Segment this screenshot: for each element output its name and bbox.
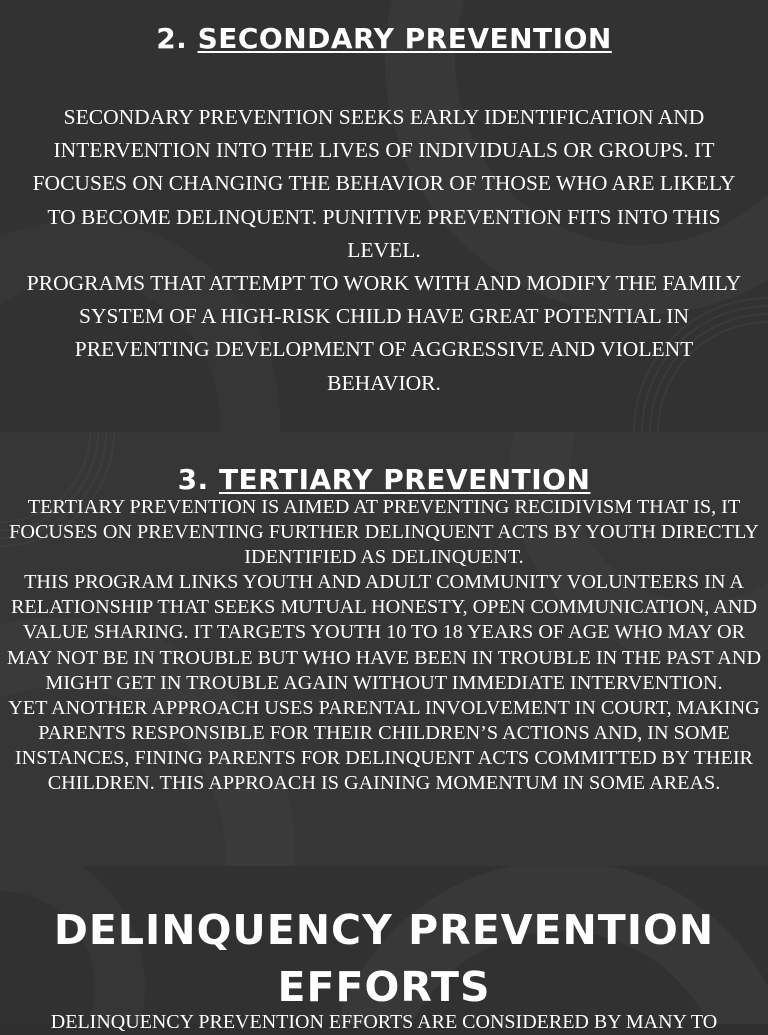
secondary-prevention-section bbox=[0, 0, 768, 432]
secondary-number: 2. bbox=[156, 22, 188, 55]
tertiary-paragraph-3: YET ANOTHER APPROACH USES PARENTAL INVOLVEMENT IN COURT, MAKING PARENTS RESPONSIBLE FOR THEIR CHILDREN’S ACTIONS AND, IN SOME INSTANCES, FINING PARENTS FOR DELINQUENT ACTS COMMITTED BY THEIR CHILDREN. THIS APPROACH IS GAINING MOMENTUM IN SOME AREAS. bbox=[8, 696, 760, 795]
tertiary-body bbox=[6, 495, 762, 796]
efforts-heading: DELINQUENCY PREVENTION EFFORTS bbox=[53, 906, 715, 1011]
tertiary-title: TERTIARY PREVENTION bbox=[218, 463, 591, 496]
tertiary-paragraph-2: THIS PROGRAM LINKS YOUTH AND ADULT COMMUNITY VOLUNTEERS IN A RELATIONSHIP THAT SEEKS MUTUAL HONESTY, OPEN COMMUNICATION, AND VALUE SHARING. IT TARGETS YOUTH 10 TO 18 YEARS OF AGE WHO MAY OR MAY NOT BE IN TROUBLE BUT WHO HAVE BEEN IN TROUBLE IN THE PAST AND MIGHT GET IN TROUBLE AGAIN WITHOUT IMMEDIATE INTERVENTION. bbox=[6, 571, 762, 694]
secondary-paragraph-1: SECONDARY PREVENTION SEEKS EARLY IDENTIFICATION AND INTERVENTION INTO THE LIVES OF INDIVIDUALS OR GROUPS. IT FOCUSES ON CHANGING THE BEHAVIOR OF THOSE WHO ARE LIKELY TO BECOME DELINQUENT. PUNITIVE PREVENTION FITS INTO THIS LEVEL. bbox=[32, 105, 736, 262]
secondary-heading bbox=[0, 22, 768, 55]
tertiary-heading bbox=[0, 463, 768, 496]
secondary-title: SECONDARY PREVENTION bbox=[197, 22, 612, 55]
secondary-paragraph-2: PROGRAMS THAT ATTEMPT TO WORK WITH AND MODIFY THE FAMILY SYSTEM OF A HIGH-RISK CHILD HAVE GREAT POTENTIAL IN PREVENTING DEVELOPMENT OF AGGRESSIVE AND VIOLENT BEHAVIOR. bbox=[26, 271, 742, 395]
tertiary-number: 3. bbox=[177, 463, 209, 496]
tertiary-paragraph-1: TERTIARY PREVENTION IS AIMED AT PREVENTING RECIDIVISM THAT IS, IT FOCUSES ON PREVENTING FURTHER DELINQUENT ACTS BY YOUTH DIRECTLY IDENTIFIED AS DELINQUENT. bbox=[9, 496, 759, 569]
secondary-body bbox=[18, 101, 750, 400]
efforts-intro: DELINQUENCY PREVENTION EFFORTS ARE CONSIDERED BY MANY TO bbox=[50, 1011, 718, 1033]
